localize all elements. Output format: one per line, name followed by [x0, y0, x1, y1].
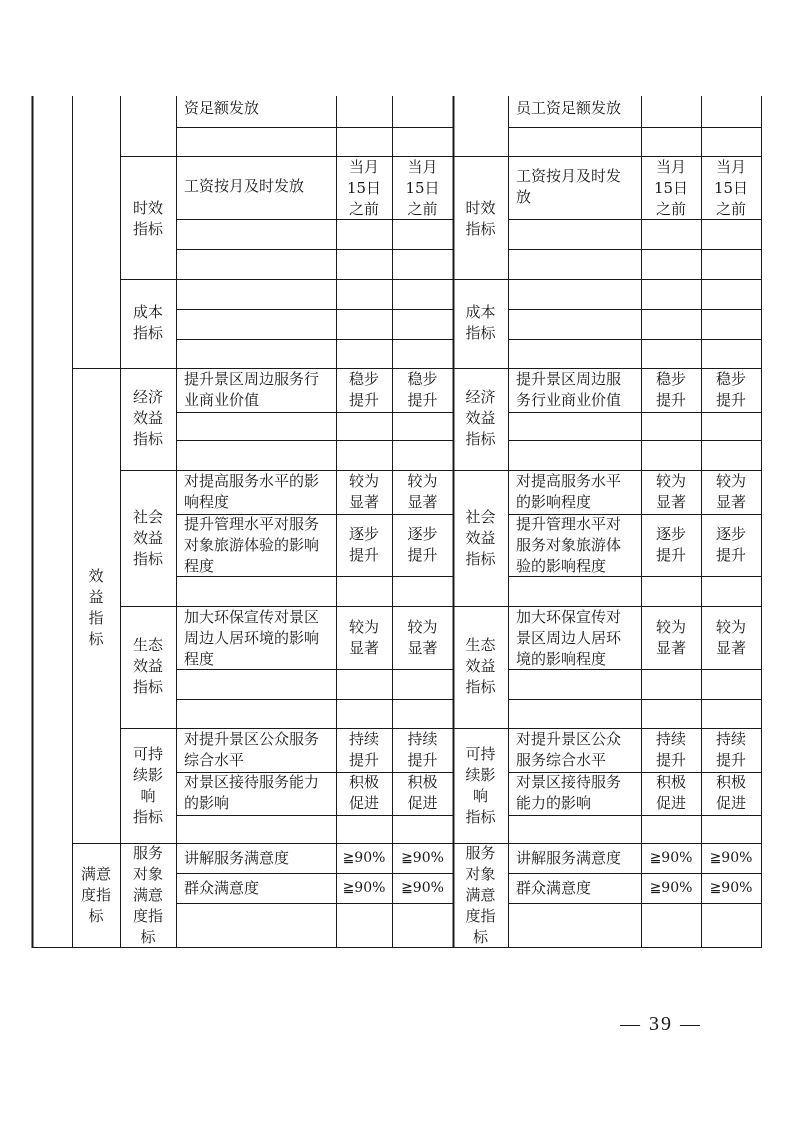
cell-economic-actual-right: 稳步 提升 — [715, 370, 746, 409]
cell-satisfaction-2-actual-right: ≧90% — [709, 880, 753, 896]
cell-satisfaction-1-target-right: ≧90% — [649, 850, 693, 866]
cell-sustainable-2-target-right: 积极 促进 — [655, 773, 686, 812]
cell-ecological-target-left: 较为 显著 — [348, 618, 379, 657]
cell-social-1-right: 对提高服务水平 的影响程度 — [516, 472, 622, 511]
cell-economic-right: 提升景区周边服 务行业商业价值 — [516, 370, 622, 409]
cell-social-2-target-right: 逐步 提升 — [655, 525, 686, 564]
cell-economic-category-left: 经济 效益 指标 — [132, 388, 163, 448]
group-label-benefit: 效 益 指 标 — [88, 567, 104, 648]
cell-satisfaction-2-right: 群众满意度 — [516, 879, 592, 897]
cell-ecological-category-left: 生态 效益 指标 — [132, 636, 163, 696]
cell-social-1-actual-right: 较为 显著 — [715, 472, 746, 511]
cell-sustainable-1-actual-left: 持续 提升 — [407, 730, 438, 769]
cell-economic-category-right: 经济 效益 指标 — [465, 388, 496, 448]
cell-satisfaction-1-target-left: ≧90% — [342, 850, 386, 866]
cell-satisfaction-2-left: 群众满意度 — [184, 879, 260, 897]
cell-social-1-actual-left: 较为 显著 — [407, 472, 438, 511]
cell-sustainable-2-right: 对景区接待服务 能力的影响 — [516, 773, 622, 812]
cell-sustainable-1-target-left: 持续 提升 — [348, 730, 379, 769]
cell-salary-full-left: 资足额发放 — [184, 99, 260, 117]
cell-sustainable-category-left: 可持 续影 响 指标 — [132, 745, 163, 826]
cell-economic-left: 提升景区周边服务行 业商业价值 — [184, 370, 320, 409]
cell-sustainable-category-right: 可持 续影 响 指标 — [465, 745, 496, 826]
cell-ecological-left: 加大环保宣传对景区 周边人居环境的影响 程度 — [184, 608, 320, 668]
cell-satisfaction-1-left: 讲解服务满意度 — [184, 849, 290, 867]
cell-social-2-actual-right: 逐步 提升 — [715, 525, 746, 564]
cell-social-category-right: 社会 效益 指标 — [465, 508, 496, 568]
cell-satisfaction-1-actual-left: ≧90% — [401, 850, 444, 866]
cell-ecological-actual-left: 较为 显著 — [407, 618, 438, 657]
cell-timeliness-target-left: 当月 15日 之前 — [346, 158, 382, 218]
cell-sustainable-2-actual-right: 积极 促进 — [715, 773, 746, 812]
cell-economic-target-right: 稳步 提升 — [655, 370, 686, 409]
cell-social-2-right: 提升管理水平对 服务对象旅游体 验的影响程度 — [516, 515, 622, 575]
cell-sustainable-2-left: 对景区接待服务能力 的影响 — [184, 773, 320, 812]
cell-satisfaction-category-right: 服务 对象 满意 度指 标 — [465, 844, 496, 946]
cell-timeliness-left: 工资按月及时发放 — [184, 177, 305, 195]
page-number: — 39 — — [620, 1013, 702, 1035]
cell-sustainable-2-target-left: 积极 促进 — [348, 773, 379, 812]
cell-satisfaction-2-target-left: ≧90% — [342, 880, 386, 896]
cell-social-1-left: 对提高服务水平的影 响程度 — [184, 472, 320, 511]
cell-sustainable-1-target-right: 持续 提升 — [655, 730, 686, 769]
cell-timeliness-actual-right: 当月 15日 之前 — [713, 158, 749, 218]
cell-ecological-actual-right: 较为 显著 — [715, 618, 746, 657]
cell-sustainable-2-actual-left: 积极 促进 — [407, 773, 438, 812]
cell-social-2-left: 提升管理水平对服务 对象旅游体验的影响 程度 — [184, 515, 320, 575]
cell-salary-full-right: 员工资足额发放 — [516, 99, 622, 117]
cell-social-2-actual-left: 逐步 提升 — [407, 525, 438, 564]
cell-timeliness-right: 工资按月及时发 放 — [516, 167, 622, 206]
cell-satisfaction-category-left: 服务 对象 满意 度指 标 — [132, 844, 163, 946]
cell-satisfaction-1-right: 讲解服务满意度 — [516, 849, 622, 867]
cell-timeliness-category-left: 时效 指标 — [132, 199, 163, 238]
cell-social-category-left: 社会 效益 指标 — [132, 508, 163, 568]
cell-satisfaction-2-actual-left: ≧90% — [401, 880, 444, 896]
cell-timeliness-target-right: 当月 15日 之前 — [653, 158, 689, 218]
cell-social-1-target-left: 较为 显著 — [348, 472, 379, 511]
cell-social-2-target-left: 逐步 提升 — [348, 525, 379, 564]
cell-sustainable-1-actual-right: 持续 提升 — [715, 730, 746, 769]
cell-timeliness-category-right: 时效 指标 — [465, 199, 496, 238]
cell-social-1-target-right: 较为 显著 — [655, 472, 686, 511]
cell-cost-category-right: 成本 指标 — [465, 303, 496, 342]
cell-economic-target-left: 稳步 提升 — [348, 370, 379, 409]
cell-cost-category-left: 成本 指标 — [132, 303, 163, 342]
cell-satisfaction-2-target-right: ≧90% — [649, 880, 693, 896]
cell-satisfaction-1-actual-right: ≧90% — [709, 850, 753, 866]
cell-sustainable-1-left: 对提升景区公众服务 综合水平 — [184, 730, 320, 769]
cell-ecological-category-right: 生态 效益 指标 — [465, 636, 496, 696]
cell-timeliness-actual-left: 当月 15日 之前 — [405, 158, 440, 218]
cell-sustainable-1-right: 对提升景区公众 服务综合水平 — [516, 730, 622, 769]
group-label-satisfaction: 满意 度指 标 — [80, 865, 111, 925]
cell-ecological-right: 加大环保宣传对 景区周边人居环 境的影响程度 — [516, 608, 622, 668]
cell-economic-actual-left: 稳步 提升 — [407, 370, 438, 409]
cell-ecological-target-right: 较为 显著 — [655, 618, 686, 657]
